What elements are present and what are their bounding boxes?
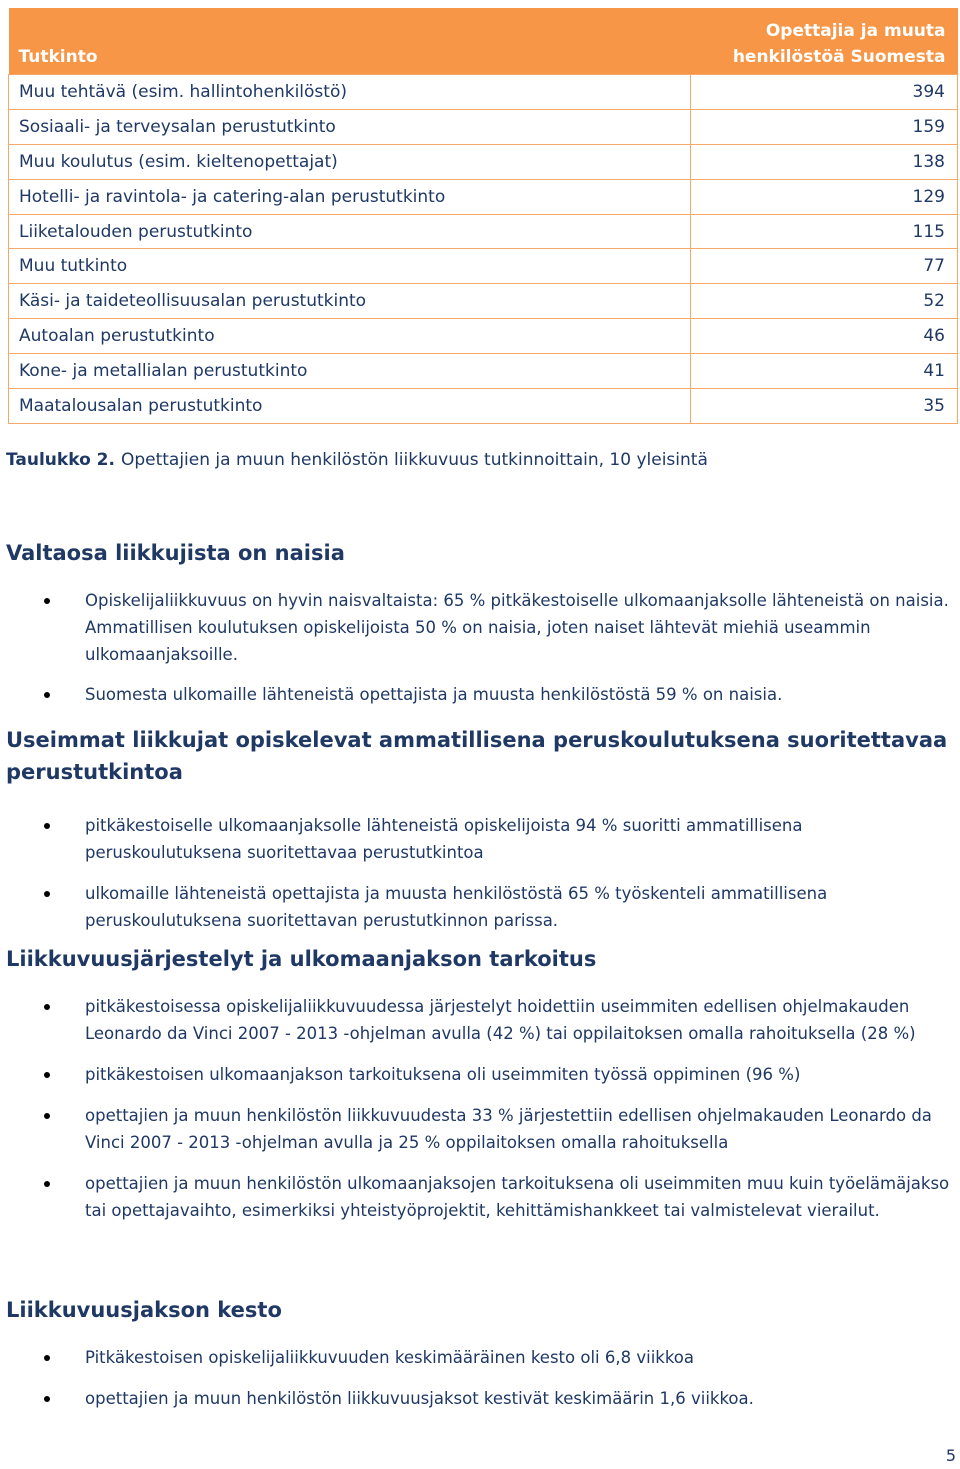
bullet-icon	[44, 1355, 50, 1361]
cell-count: 52	[691, 284, 958, 319]
header-count	[691, 8, 958, 75]
list-item-text: pitkäkestoiselle ulkomaanjaksolle lähteneistä opiskelijoista 94 % suoritti ammatillisena peruskoulutuksena suoritettavaa perustutkintoa	[85, 816, 803, 862]
list-item-text: Pitkäkestoisen opiskelijaliikkuvuuden keskimääräinen kesto oli 6,8 viikkoa	[85, 1348, 695, 1367]
cell-degree: Autoalan perustutkinto	[9, 319, 691, 354]
list-item-text: pitkäkestoisen ulkomaanjakson tarkoituksena oli useimmiten työssä oppiminen (96 %)	[85, 1065, 801, 1084]
cell-count: 138	[691, 144, 958, 179]
table-row	[9, 319, 958, 354]
cell-count: 77	[691, 249, 958, 284]
list-item	[6, 1170, 951, 1224]
degree-table	[8, 8, 958, 424]
list-item-text: opettajien ja muun henkilöstön ulkomaanjaksojen tarkoituksena oli useimmiten muu kuin työelämäjakso tai opettajavaihto, esimerkiksi yhteistyöprojektit, kehittämishankkeet tai valmistelevat vierailut.	[85, 1174, 950, 1220]
table-body	[9, 75, 958, 424]
bullet-icon	[44, 1072, 50, 1078]
header-count-line1: Opettajia ja muuta	[765, 21, 946, 41]
list-item-text: opettajien ja muun henkilöstön liikkuvuusjaksot kestivät keskimäärin 1,6 viikkoa.	[85, 1389, 754, 1408]
list-item	[6, 993, 951, 1047]
header-count-line2: henkilöstöä Suomesta	[732, 47, 946, 67]
bullet-list	[6, 1344, 954, 1412]
list-item	[6, 681, 951, 708]
list-item	[6, 1344, 951, 1371]
cell-degree: Sosiaali- ja terveysalan perustutkinto	[9, 109, 691, 144]
table-row	[9, 284, 958, 319]
list-item	[6, 1102, 951, 1156]
cell-degree: Hotelli- ja ravintola- ja catering-alan perustutkinto	[9, 179, 691, 214]
list-item-text: pitkäkestoisessa opiskelijaliikkuvuudessa järjestelyt hoidettiin useimmiten edellisen ohjelmakauden Leonardo da Vinci 2007 - 2013 -ohjelman avulla (42 %) tai oppilaitoksen omalla rahoituksella (28 %)	[85, 997, 916, 1043]
table-row	[9, 75, 958, 110]
page-number: 5	[945, 1446, 956, 1465]
bullet-icon	[44, 1113, 50, 1119]
cell-degree: Liiketalouden perustutkinto	[9, 214, 691, 249]
bullet-icon	[44, 598, 50, 604]
caption-label: Taulukko 2.	[6, 450, 115, 470]
cell-count: 129	[691, 179, 958, 214]
table-row	[9, 214, 958, 249]
bullet-icon	[44, 1004, 50, 1010]
table-row	[9, 144, 958, 179]
cell-count: 35	[691, 389, 958, 424]
section-heading: Valtaosa liikkujista on naisia	[6, 541, 345, 565]
table-row	[9, 354, 958, 389]
cell-count: 394	[691, 75, 958, 110]
bullet-icon	[44, 692, 50, 698]
header-degree: Tutkinto	[9, 8, 691, 75]
cell-degree: Käsi- ja taideteollisuusalan perustutkinto	[9, 284, 691, 319]
section-heading: Liikkuvuusjakson kesto	[6, 1298, 282, 1322]
list-item	[6, 880, 951, 934]
list-item	[6, 812, 951, 866]
section-heading: Liikkuvuusjärjestelyt ja ulkomaanjakson tarkoitus	[6, 947, 597, 971]
list-item	[6, 587, 951, 668]
table-row	[9, 179, 958, 214]
cell-degree: Muu koulutus (esim. kieltenopettajat)	[9, 144, 691, 179]
table-row	[9, 109, 958, 144]
section-heading: Useimmat liikkujat opiskelevat ammatillisena peruskoulutuksena suoritettavaa perustutkintoa	[6, 728, 948, 784]
bullet-list	[6, 812, 954, 934]
section-arrangements	[6, 943, 954, 1224]
list-item	[6, 1061, 951, 1088]
list-item-text: Opiskelijaliikkuvuus on hyvin naisvaltaista: 65 % pitkäkestoiselle ulkomaanjaksolle lähteneistä on naisia. Ammatillisen koulutuksen opiskelijoista 50 % on naisia, joten naiset lähtevät miehiä useammin ulkomaanjaksoille.	[85, 591, 949, 664]
cell-count: 46	[691, 319, 958, 354]
list-item	[6, 1385, 951, 1412]
section-duration	[6, 1294, 954, 1412]
bullet-list	[6, 993, 954, 1224]
bullet-icon	[44, 891, 50, 897]
table-header-row	[9, 8, 958, 75]
cell-degree: Muu tutkinto	[9, 249, 691, 284]
table-caption	[6, 448, 708, 472]
cell-count: 41	[691, 354, 958, 389]
section-degree-types	[6, 724, 954, 934]
bullet-icon	[44, 823, 50, 829]
cell-count: 159	[691, 109, 958, 144]
list-item-text: ulkomaille lähteneistä opettajista ja muusta henkilöstöstä 65 % työskenteli ammatillisena peruskoulutuksena suoritettavan perustutkinnon parissa.	[85, 884, 828, 930]
cell-degree: Maatalousalan perustutkinto	[9, 389, 691, 424]
table-row	[9, 389, 958, 424]
table-row	[9, 249, 958, 284]
cell-degree: Kone- ja metallialan perustutkinto	[9, 354, 691, 389]
bullet-list	[6, 587, 954, 708]
cell-count: 115	[691, 214, 958, 249]
bullet-icon	[44, 1396, 50, 1402]
caption-text: Opettajien ja muun henkilöstön liikkuvuus tutkinnoittain, 10 yleisintä	[120, 450, 708, 470]
list-item-text: opettajien ja muun henkilöstön liikkuvuudesta 33 % järjestettiin edellisen ohjelmakauden Leonardo da Vinci 2007 - 2013 -ohjelman avulla ja 25 % oppilaitoksen omalla rahoituksella	[85, 1106, 932, 1152]
cell-degree: Muu tehtävä (esim. hallintohenkilöstö)	[9, 75, 691, 110]
list-item-text: Suomesta ulkomaille lähteneistä opettajista ja muusta henkilöstöstä 59 % on naisia.	[85, 685, 783, 704]
section-women-majority	[6, 537, 954, 708]
bullet-icon	[44, 1181, 50, 1187]
